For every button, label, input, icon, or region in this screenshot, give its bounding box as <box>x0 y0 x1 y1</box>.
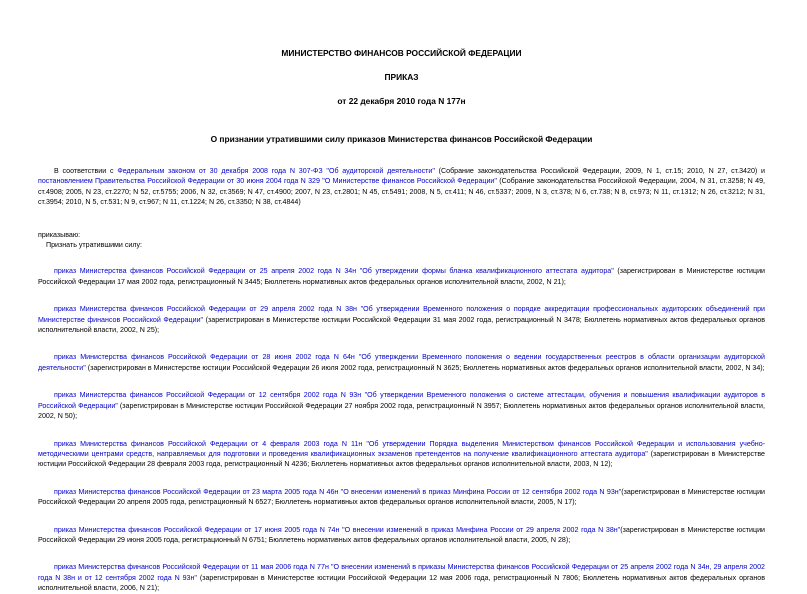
federal-law-link[interactable]: Федеральным законом от 30 декабря 2008 года N 307-ФЗ "Об аудиторской деятельности" <box>117 167 435 175</box>
document-title: О признании утратившими силу приказов Министерства финансов Российской Федерации <box>210 134 593 144</box>
intro-suffix: (Собрание законодательства Российской Федерации, 2004, N 31, ст.3258; N 49, ст.4908; 2005, N 23, ст.2270; N 52, ст.5755; 2006, N 32, ст.3569; N 47, ст.4900; 2007, N 23, ст.2801; N 45, ст.5491; 2008, N 5, ст.411; N 46, ст.5337; 2009, N 3, ст.378; N 6, ст.738; N 8, ст.973; N 11, ст.1312; N 26, ст.3212; N 31, ст.3954; 2010, N 5, ст.531; N 9, ст.967; N 11, ст.1224; N 26, ст.3350; N 38, ст.4844) <box>38 177 765 207</box>
list-item <box>38 352 765 373</box>
order-details: (зарегистрирован в Министерстве юстиции Российской Федерации 27 ноября 2002 года, регистрационный N 3957; Бюллетень нормативных актов федеральных органов исполнительной власти, 2002, N 50); <box>38 401 765 421</box>
intro-mid: (Собрание законодательства Российской Федерации, 2009, N 1, ст.15; 2010, N 27, ст.3420) и <box>434 167 765 175</box>
list-item <box>38 525 765 546</box>
order-details: (зарегистрирован в Министерстве юстиции Российской Федерации 12 мая 2006 года, регистрационный N 7806; Бюллетень нормативных актов федеральных органов исполнительной власти, 2006, N 21); <box>38 573 766 593</box>
intro-paragraph <box>38 166 765 208</box>
order-link[interactable]: приказ Министерства финансов Российской Федерации от 29 апреля 2002 года N 38н "Об утверждении Временного положения о порядке аккредитации профессиональных аудиторских объединений при Министерстве финансов Российской Федерации" <box>38 305 765 324</box>
order-details: (зарегистрирован в Министерстве юстиции Российской Федерации 17 мая 2002 года, регистрационный N 3445; Бюллетень нормативных актов федеральных органов исполнительной власти, 2002, N 21); <box>38 267 766 286</box>
order-details: (зарегистрирован в Министерстве юстиции Российской Федерации 20 апреля 2005 года, регистрационный N 6527; Бюллетень нормативных актов федеральных органов исполнительной власти, 2005, N 17); <box>38 487 765 507</box>
list-item <box>38 439 765 470</box>
list-item <box>38 390 765 421</box>
order-details: (зарегистрирован в Министерстве юстиции Российской Федерации 26 июля 2002 года, регистрационный N 3625; Бюллетень нормативных актов федеральных органов исполнительной власти, 2002, N 34); <box>85 363 765 372</box>
doc-type-heading: ПРИКАЗ <box>384 72 419 82</box>
order-link[interactable]: приказ Министерства финансов Российской Федерации от 17 июня 2005 года N 74н "О внесении изменений в приказ Минфина России от 29 апреля 2002 года N 38н" <box>54 525 621 534</box>
order-link[interactable]: приказ Министерства финансов Российской Федерации от 25 апреля 2002 года N 34н "Об утверждении формы бланка квалификационного аттестата аудитора" <box>54 267 614 276</box>
list-item <box>38 304 765 335</box>
list-item <box>38 487 765 508</box>
list-item <box>38 266 765 287</box>
order-details: (зарегистрирован в Министерстве юстиции Российской Федерации 29 июня 2005 года, регистрационный N 6751; Бюллетень нормативных актов федеральных органов исполнительной власти, 2005, N 28); <box>38 525 765 544</box>
ministry-heading: МИНИСТЕРСТВО ФИНАНСОВ РОССИЙСКОЙ ФЕДЕРАЦИИ <box>281 48 522 58</box>
order-details: (зарегистрирован в Министерстве юстиции Российской Федерации 31 мая 2002 года, регистрационный N 3478; Бюллетень нормативных актов федеральных органов исполнительной власти, 2002, N 25); <box>38 315 765 335</box>
order-details: (зарегистрирован в Министерстве юстиции Российской Федерации 28 февраля 2003 года, регистрационный N 4236; Бюллетень нормативных актов федеральных органов исполнительной власти, 2003, N 12); <box>38 449 765 469</box>
intro-prefix: В соответствии с <box>54 167 118 175</box>
ordered-text: приказываю: <box>38 230 81 239</box>
order-link[interactable]: приказ Министерства финансов Российской Федерации от 11 мая 2006 года N 77н "О внесении изменений в приказы Министерства финансов Российской Федерации от 25 апреля 2002 года N 34н, 29 апреля 2002 года N 38н и от 12 сентября 2002 года N 93н" <box>38 563 765 582</box>
date-number-heading: от 22 декабря 2010 года N 177н <box>337 96 466 106</box>
recognize-text: Признать утратившими силу: <box>46 241 143 250</box>
order-link[interactable]: приказ Министерства финансов Российской Федерации от 23 марта 2005 года N 46н "О внесении изменений в приказ Минфина России от 12 сентября 2002 года N 93н" <box>54 487 622 496</box>
government-resolution-link[interactable]: постановлением Правительства Российской Федерации от 30 июня 2004 года N 329 "О Министерстве финансов Российской Федерации" <box>38 177 497 186</box>
order-link[interactable]: приказ Министерства финансов Российской Федерации от 12 сентября 2002 года N 93н "Об утверждении Временного положения о системе аттестации, обучения и повышения квалификации аудиторов в Российской Федерации" <box>38 391 765 410</box>
order-link[interactable]: приказ Министерства финансов Российской Федерации от 4 февраля 2003 года N 11н "Об утверждении Порядка выделения Министерством финансов Российской Федерации и использования учебно-методическими центрами средств, направляемых для подготовки и проведения квалификационных экзаменов претендентов на получение квалификационного аттестата аудитора" <box>38 439 765 458</box>
order-link[interactable]: приказ Министерства финансов Российской Федерации от 28 июня 2002 года N 64н "Об утверждении Временного положения о ведении государственных реестров в области организации аудиторской деятельности" <box>38 353 765 372</box>
list-item <box>38 562 765 593</box>
